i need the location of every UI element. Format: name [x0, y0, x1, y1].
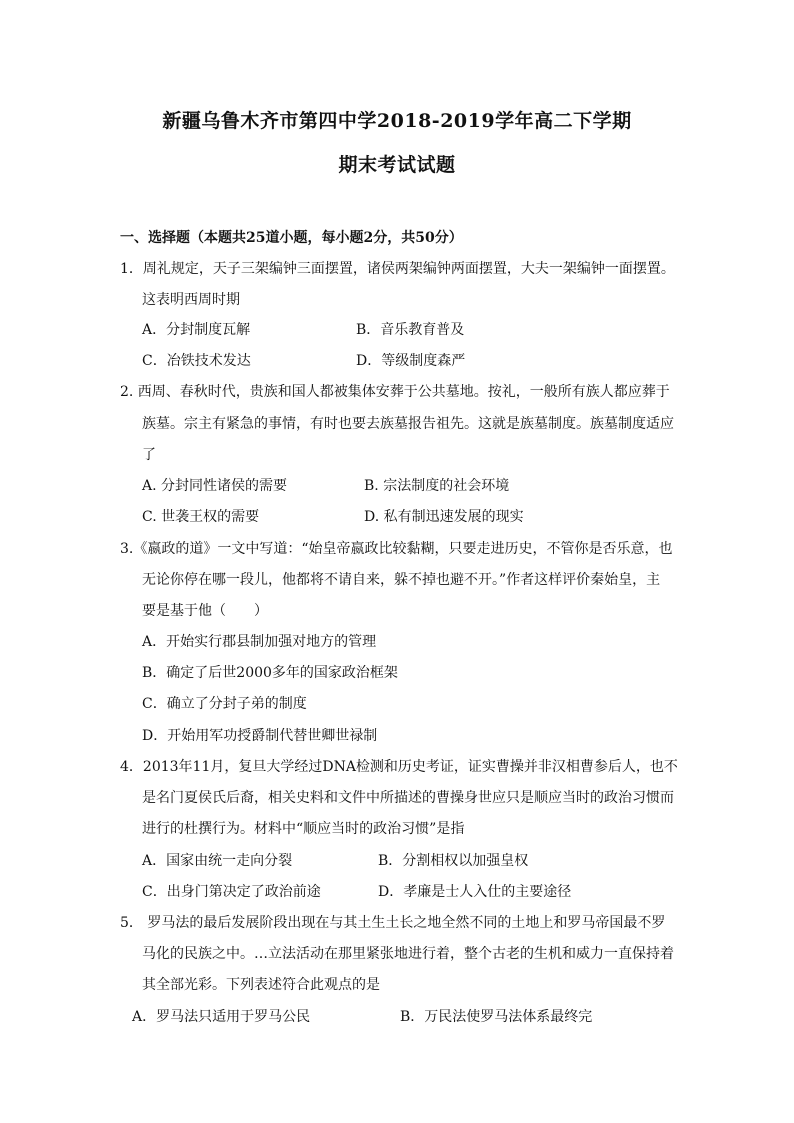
question-stem-line: 2. 西周、春秋时代，贵族和国人都被集体安葬于公共墓地。按礼，一般所有族人都应葬于: [120, 384, 670, 400]
question-stem-line: 了: [142, 447, 156, 463]
question-stem-line: 无论你停在哪一段儿，他都将不请自来，躲不掉也避不开。”作者这样评价秦始皇，主: [142, 572, 661, 588]
exam-subtitle: 期末考试试题: [338, 154, 456, 176]
option-a: A. 分封同性诸侯的需要: [142, 478, 288, 494]
option-b: B．分割相权以加强皇权: [378, 853, 529, 869]
option-a: A．开始实行郡县制加强对地方的管理: [142, 634, 377, 650]
option-b: B．音乐教育普及: [356, 322, 465, 338]
option-a: A．国家由统一走向分裂: [142, 853, 293, 869]
option-a: A．分封制度瓦解: [142, 322, 251, 338]
option-d: D．孝廉是士人入仕的主要途径: [378, 884, 572, 900]
question-stem-line: 4．2013年11月，复旦大学经过DNA检测和历史考证，证实曹操并非汉相曹参后人，也不: [120, 759, 678, 775]
question-stem-line: 其全部光彩。下列表述符合此观点的是: [142, 977, 380, 993]
option-d: D. 私有制迅速发展的现实: [364, 509, 524, 525]
question-stem-line: 3.《嬴政的道》一文中写道：“始皇帝嬴政比较黏糊，只要走进历史，不管你是否乐意，也: [120, 541, 673, 557]
option-a: A．罗马法只适用于罗马公民: [132, 1009, 311, 1025]
question-stem-line: 1．周礼规定，天子三架编钟三面摆置，诸侯两架编钟两面摆置，大夫一架编钟一面摆置。: [120, 261, 675, 277]
option-b: B．万民法使罗马法体系最终完: [400, 1009, 593, 1025]
question-stem-line: 族墓。宗主有紧急的事情，有时也要去族墓报告祖先。这就是族墓制度。族墓制度适应: [142, 416, 674, 432]
question-stem-line: 马化的民族之中。…立法活动在那里紧张地进行着，整个古老的生机和威力一直保持着: [142, 946, 674, 962]
option-c: C．冶铁技术发达: [142, 353, 251, 369]
option-d: D．开始用军功授爵制代替世卿世禄制: [142, 728, 378, 744]
option-c: C. 世袭王权的需要: [142, 509, 260, 525]
option-b: B．确定了后世2000多年的国家政治框架: [142, 665, 398, 681]
exam-title: 新疆乌鲁木齐市第四中学2018-2019学年高二下学期: [162, 110, 632, 132]
question-stem-line: 5． 罗马法的最后发展阶段出现在与其土生土长之地全然不同的土地上和罗马帝国最不罗: [120, 915, 666, 931]
question-stem-line: 是名门夏侯氏后裔，相关史料和文件中所描述的曹操身世应只是顺应当时的政治习惯而: [142, 790, 674, 806]
question-stem-line: 进行的杜撰行为。材料中“顺应当时的政治习惯”是指: [142, 821, 465, 837]
option-c: C．确立了分封子弟的制度: [142, 696, 307, 712]
question-stem-line: 这表明西周时期: [142, 292, 240, 308]
option-b: B. 宗法制度的社会环境: [364, 478, 510, 494]
section-heading: 一、选择题（本题共25道小题，每小题2分，共50分）: [120, 230, 463, 246]
option-c: C．出身门第决定了政治前途: [142, 884, 321, 900]
option-d: D．等级制度森严: [356, 353, 466, 369]
question-stem-line: 要是基于他（ ）: [142, 603, 268, 619]
